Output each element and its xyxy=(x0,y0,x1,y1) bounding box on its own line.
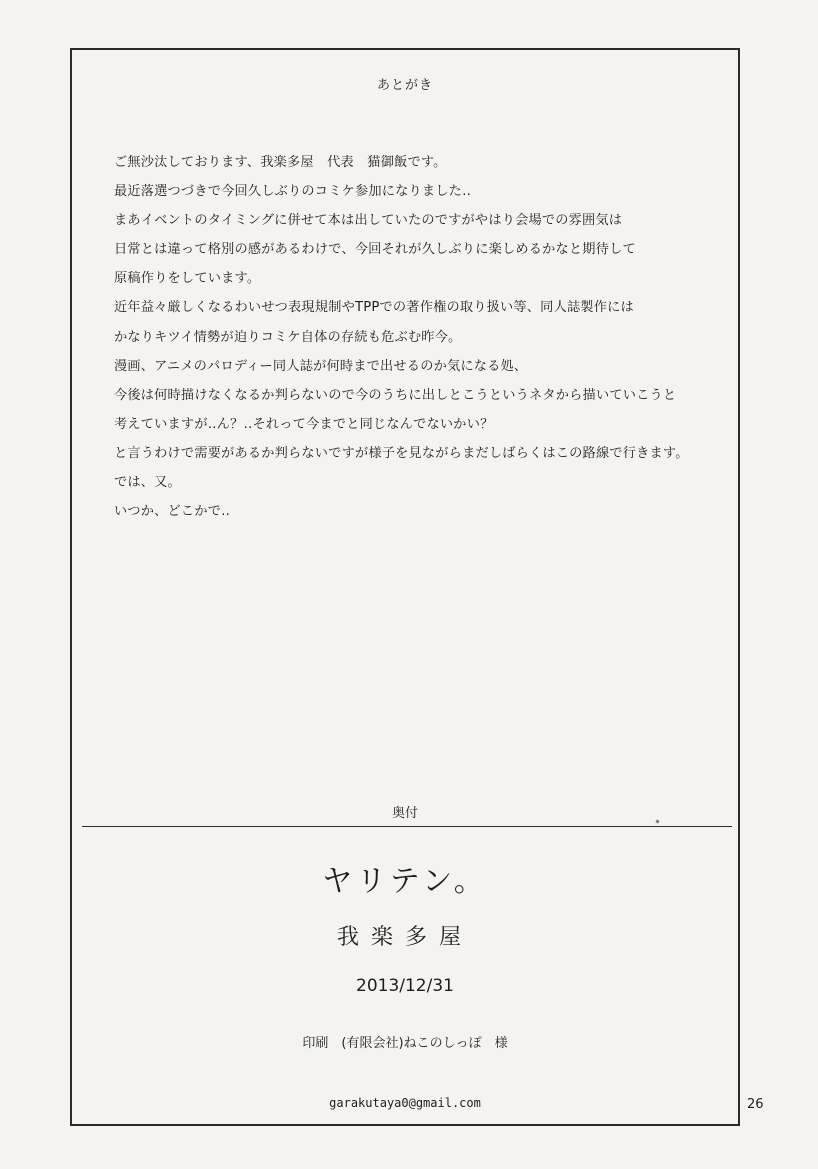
afterword-line: まあイベントのタイミングに併せて本は出していたのですがやはり会場での雰囲気は xyxy=(114,213,623,229)
afterword-body xyxy=(114,148,734,526)
afterword-line: かなりキツイ情勢が迫りコミケ自体の存続も危ぶむ昨今。 xyxy=(114,329,462,345)
afterword-line: 最近落選つづきで今回久しぶりのコミケ参加になりました‥ xyxy=(114,184,472,200)
afterword-line: いつか、どこかで‥ xyxy=(114,504,231,520)
publication-date: 2013/12/31 xyxy=(356,976,454,996)
afterword-line: 考えていますが‥ん？‥それって今までと同じなんでないかい？ xyxy=(114,416,494,432)
circle-name: 我楽多屋 xyxy=(336,925,473,950)
afterword-heading: あとがき xyxy=(376,78,433,93)
afterword-line: 日常とは違って格別の感があるわけで、今回それが久しぶりに楽しめるかなと期待して xyxy=(114,242,636,258)
book-title: ヤリテン。 xyxy=(322,864,488,899)
contact-email: garakutaya0@gmail.com xyxy=(329,1096,481,1110)
page-frame xyxy=(70,48,740,1126)
colophon-divider xyxy=(82,826,732,827)
afterword-line: 今後は何時描けなくなるか判らないので今のうちに出しとこうというネタから描いていこうと xyxy=(114,387,677,403)
afterword-line: 近年益々厳しくなるわいせつ表現規制やTPPでの著作権の取り扱い等、同人誌製作には xyxy=(114,300,634,316)
afterword-line: ご無沙汰しております、我楽多屋 代表 猫御飯です。 xyxy=(114,155,447,170)
afterword-line: と言うわけで需要があるか判らないですが様子を見ながらまだしばらくはこの路線で行きます。 xyxy=(114,445,689,461)
afterword-line: では、又。 xyxy=(114,475,181,491)
afterword-line: 漫画、アニメのパロディー同人誌が何時まで出せるのか気になる処、 xyxy=(114,358,528,374)
colophon-label: 奥付 xyxy=(391,806,418,821)
page-number: 26 xyxy=(747,1097,764,1112)
afterword-line: 原稿作りをしています。 xyxy=(114,271,261,287)
printer-credit: 印刷 (有限会社)ねこのしっぽ 様 xyxy=(302,1036,508,1051)
